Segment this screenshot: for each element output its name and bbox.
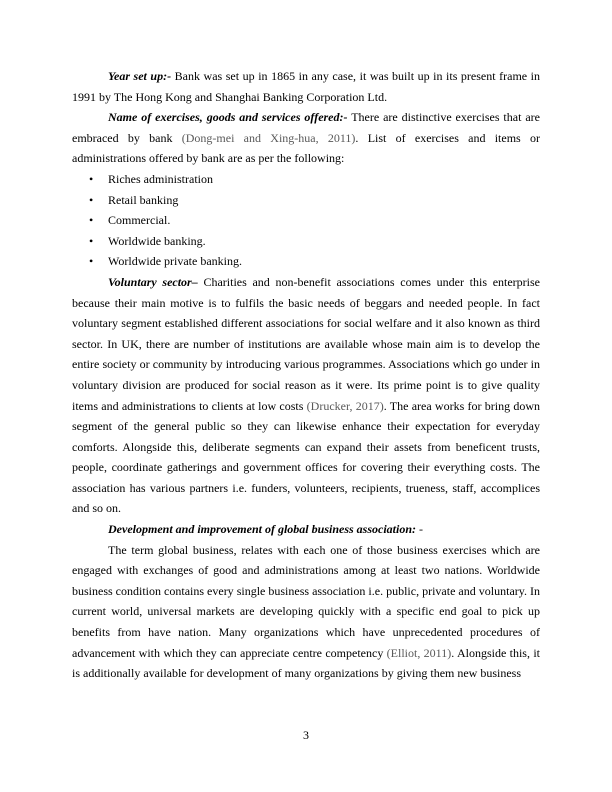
list-item-label: Riches administration — [108, 171, 213, 186]
list-item — [72, 251, 540, 272]
list-item — [72, 210, 540, 231]
page-number: 3 — [303, 728, 309, 742]
citation-drucker: (Drucker, 2017) — [306, 398, 384, 413]
text-global-before: The term global business, relates with each one of those business exercises which are engaged with exchanges of good and administrations among at least two nations. Worldwide business condition contains every single business association i.e. public, private and voluntary. In current world, universal markets are developing quickly with a specific end goal to pick up benefits from have nation. Many organizations which have unprecedented procedures of advancement with which they can appreciate centre competency — [72, 542, 540, 660]
services-list — [72, 169, 540, 272]
paragraph-exercises — [72, 107, 540, 169]
heading-development-suffix: - — [416, 522, 423, 537]
citation-elliot: (Elliot, 2011) — [386, 645, 452, 660]
paragraph-voluntary-sector — [72, 272, 540, 519]
text-exercises-after: . List of exercises and items or administrations offered by bank are as per the following: — [72, 130, 540, 166]
paragraph-global-business — [72, 540, 540, 684]
section-heading-development — [72, 519, 540, 540]
text-exercises-before: There are distinctive exercises that are embraced by bank — [72, 110, 540, 145]
text-year-set-up: Bank was set up in 1865 in any case, it was built up in its present frame in 1991 by The Hong Kong and Shanghai Banking Corporation Ltd. — [72, 69, 540, 104]
list-item — [72, 169, 540, 190]
text-global-after: . Alongside this, it is additionally available for development of many organizations by giving them new business — [72, 645, 540, 681]
bullet-icon: • — [89, 192, 94, 207]
list-item — [72, 231, 540, 252]
bullet-icon: • — [89, 254, 94, 269]
list-item — [72, 190, 540, 211]
text-voluntary-before: Charities and non-benefit associations comes under this enterprise because their main motive is to fulfils the basic needs of beggars and needed people. In fact voluntary segment established different associations for social welfare and it also known as third sector. In UK, there are number of institutions are available whose main aim is to develop the entire society or community by introducing various programmes. Associations which go under in voluntary division are produced for social reason as it were. Its prime point is to give quality items and administrations to clients at low costs — [72, 274, 541, 413]
list-item-label: Worldwide banking. — [108, 233, 206, 248]
citation-dong-mei: (Dong-mei and Xing-hua, 2011) — [181, 130, 356, 145]
document-page — [72, 66, 540, 684]
heading-development-label: Development and improvement of global business association: — [108, 522, 416, 537]
text-voluntary-after: . The area works for bring down segment of the general public so they can likewise enhance their expectation for everyday comforts. Alongside this, deliberate segments can expand their assets from beneficent trusts, people, coordinate gatherings and government offices for covering their everything costs. The association has various partners i.e. funders, volunteers, recipients, trueness, staff, accomplices and so on. — [72, 398, 541, 516]
lead-exercises: Name of exercises, goods and services offered:- — [108, 110, 348, 125]
lead-year-set-up: Year set up:- — [108, 69, 172, 83]
bullet-icon: • — [89, 171, 94, 186]
list-item-label: Commercial. — [108, 213, 171, 228]
list-item-label: Retail banking — [108, 192, 179, 207]
bullet-icon: • — [89, 213, 94, 228]
lead-voluntary-sector: Voluntary sector– — [108, 274, 198, 289]
bullet-icon: • — [89, 233, 94, 248]
list-item-label: Worldwide private banking. — [108, 254, 242, 269]
paragraph-year-set-up — [72, 66, 540, 107]
